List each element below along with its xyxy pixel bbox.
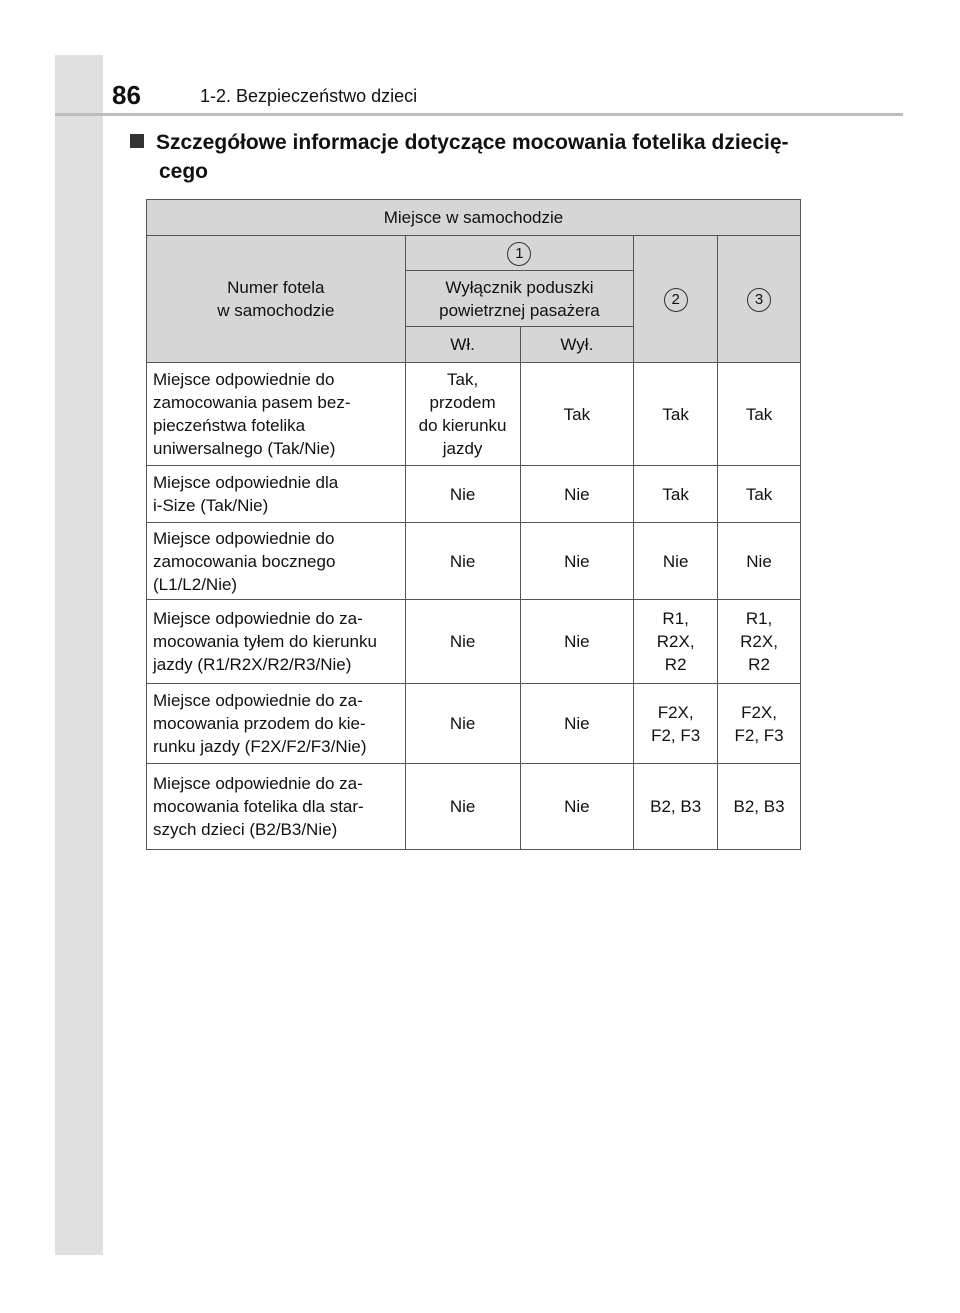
section-title: 1-2. Bezpieczeństwo dzieci xyxy=(200,86,418,106)
airbag-on-header: Wł. xyxy=(405,327,520,363)
value-line: B2, B3 xyxy=(650,797,702,816)
value-line: jazdy xyxy=(442,439,483,458)
value-cell xyxy=(520,684,634,764)
value-line: Tak xyxy=(563,404,591,424)
row-label-line: uniwersalnego (Tak/Nie) xyxy=(153,439,336,458)
row-label-line: Miejsce odpowiednie do xyxy=(153,528,335,548)
value-line: R2X, xyxy=(656,632,695,651)
row-label xyxy=(147,466,406,523)
value-cell xyxy=(520,363,634,466)
row-label-line: mocowania fotelika dla star- xyxy=(153,797,364,816)
value-line: Nie xyxy=(564,632,590,651)
heading-line-1: Szczegółowe informacje dotyczące mocowania fotelika dziecię- xyxy=(156,131,789,154)
value-line: B2, B3 xyxy=(733,797,785,816)
value-cell xyxy=(405,523,520,600)
value-line: R1, xyxy=(662,609,689,628)
value-cell xyxy=(405,363,520,466)
value-line: Nie xyxy=(746,551,772,571)
row-label-line: jazdy (R1/R2X/R2/R3/Nie) xyxy=(153,655,352,674)
value-line: Nie xyxy=(449,551,476,571)
table-row xyxy=(147,764,801,850)
seat-3-number: 3 xyxy=(747,288,771,312)
value-line: Tak xyxy=(745,484,773,504)
header-rule xyxy=(55,113,903,116)
row-label-line: Miejsce odpowiednie do za- xyxy=(153,609,363,628)
row-label-line: runku jazdy (F2X/F2/F3/Nie) xyxy=(153,737,367,756)
seat-2-number: 2 xyxy=(664,288,688,312)
row-label-line: mocowania tyłem do kierunku xyxy=(153,632,377,651)
value-line: do kierunku xyxy=(418,416,507,435)
value-cell xyxy=(405,764,520,850)
heading xyxy=(130,128,830,186)
seat-info-table xyxy=(146,199,801,850)
table-row xyxy=(147,600,801,684)
table-row xyxy=(147,684,801,764)
value-line: R2 xyxy=(664,655,687,674)
row-label-line: szych dzieci (B2/B3/Nie) xyxy=(153,820,338,839)
seat-1-header xyxy=(405,236,634,271)
airbag-switch-header xyxy=(405,271,634,327)
value-line: przodem xyxy=(429,393,496,412)
value-cell xyxy=(634,764,718,850)
value-cell xyxy=(520,523,634,600)
value-cell xyxy=(634,466,718,523)
seat-3-header xyxy=(718,236,801,363)
row-label-line: Miejsce odpowiednie dla xyxy=(153,473,339,492)
value-line: F2X, xyxy=(741,702,777,722)
value-cell xyxy=(405,684,520,764)
value-cell xyxy=(405,466,520,523)
row-label-line: (L1/L2/Nie) xyxy=(153,574,238,594)
row-label xyxy=(147,600,406,684)
seat-number-line-1: Numer fotela xyxy=(227,278,325,297)
airbag-switch-line-2: powietrznej pasażera xyxy=(439,300,600,320)
value-line: Nie xyxy=(662,551,689,571)
value-line: F2, F3 xyxy=(734,725,784,745)
value-cell xyxy=(718,764,801,850)
seat-number-header xyxy=(147,236,406,363)
row-label xyxy=(147,363,406,466)
row-label-line: Miejsce odpowiednie do xyxy=(153,370,335,389)
value-cell xyxy=(718,523,801,600)
value-line: Tak, xyxy=(446,370,479,389)
airbag-off-header: Wył. xyxy=(520,327,634,363)
airbag-switch-line-1: Wyłącznik poduszki xyxy=(445,277,594,297)
row-label xyxy=(147,764,406,850)
row-label xyxy=(147,684,406,764)
value-cell xyxy=(718,600,801,684)
row-label-line: Miejsce odpowiednie do za- xyxy=(153,691,363,710)
table-row xyxy=(147,363,801,466)
value-cell xyxy=(634,684,718,764)
value-line: Nie xyxy=(564,797,590,816)
seat-1-number: 1 xyxy=(507,242,531,266)
value-line: R2 xyxy=(748,655,770,674)
row-label xyxy=(147,523,406,600)
row-label-line: pieczeństwa fotelika xyxy=(153,416,306,435)
value-line: Nie xyxy=(449,797,476,816)
table-row xyxy=(147,523,801,600)
row-label-line: mocowania przodem do kie- xyxy=(153,714,366,733)
row-label-line: i-Size (Tak/Nie) xyxy=(153,496,269,515)
value-line: Nie xyxy=(449,484,476,504)
row-label-line: zamocowania bocznego xyxy=(153,551,336,571)
value-cell xyxy=(718,363,801,466)
value-line: F2X, xyxy=(657,702,694,722)
value-line: Nie xyxy=(449,714,476,733)
value-cell xyxy=(634,523,718,600)
seat-number-line-2: w samochodzie xyxy=(217,301,335,320)
value-cell xyxy=(718,466,801,523)
value-line: Nie xyxy=(449,632,476,651)
page-number: 86 xyxy=(112,80,141,110)
value-cell xyxy=(634,363,718,466)
value-line: R1, xyxy=(745,609,773,628)
value-cell xyxy=(520,466,634,523)
side-bar xyxy=(55,55,103,1255)
heading-line-2: cego xyxy=(159,160,209,183)
value-cell xyxy=(634,600,718,684)
value-line: Tak xyxy=(662,404,689,424)
value-line: Nie xyxy=(564,484,590,504)
value-line: Nie xyxy=(564,551,590,571)
table-row xyxy=(147,466,801,523)
row-label-line: Miejsce odpowiednie do za- xyxy=(153,774,363,793)
value-line: Tak xyxy=(745,404,773,424)
value-line: Nie xyxy=(564,714,590,733)
square-bullet-icon xyxy=(130,134,144,148)
value-line: R2X, xyxy=(740,632,778,651)
value-line: F2, F3 xyxy=(651,725,701,745)
value-cell xyxy=(520,764,634,850)
row-label-line: zamocowania pasem bez- xyxy=(153,393,351,412)
value-cell xyxy=(718,684,801,764)
value-line: Tak xyxy=(662,484,689,504)
seat-2-header xyxy=(634,236,718,363)
table-top-header: Miejsce w samochodzie xyxy=(147,200,801,236)
value-cell xyxy=(405,600,520,684)
table-body xyxy=(147,200,801,850)
value-cell xyxy=(520,600,634,684)
